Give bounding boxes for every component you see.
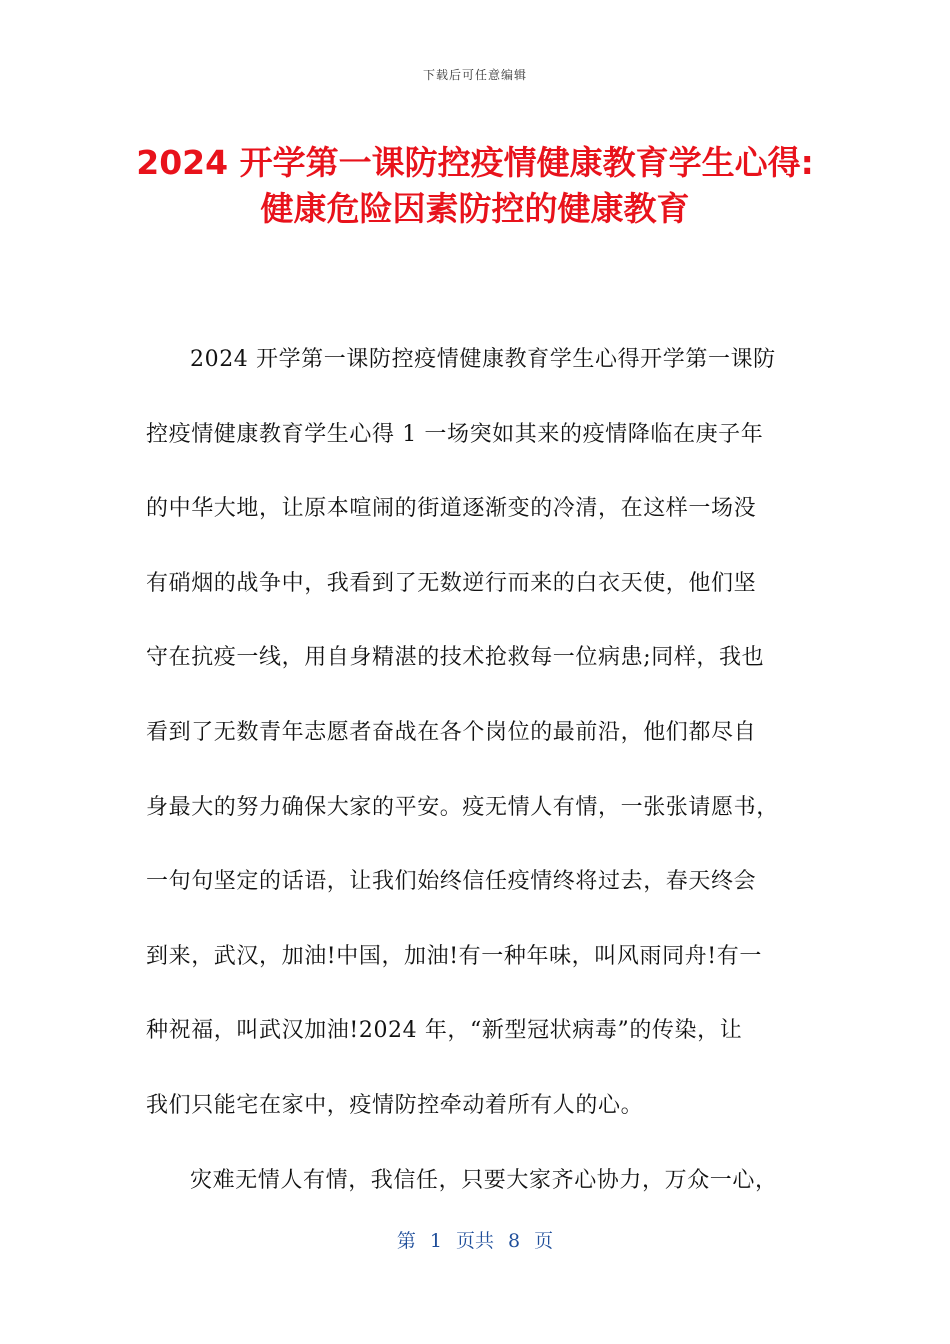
document-title — [60, 140, 890, 232]
text-line: 守在抗疫一线，用自身精湛的技术抢救每一位病患;同样，我也 — [146, 645, 765, 671]
title-line-2: 健康危险因素防控的健康教育 — [260, 189, 690, 228]
footer-page-number: 1 — [429, 1230, 442, 1252]
text-line: 我们只能宅在家中，疫情防控牵动着所有人的心。 — [146, 1092, 644, 1118]
text-line: 一句句坚定的话语，让我们始终信任疫情终将过去，春天终会 — [146, 869, 757, 895]
document-body — [146, 323, 806, 1218]
text-line: 2024 开学第一课防控疫情健康教育学生心得开学第一课防 — [190, 347, 776, 372]
footer-middle: 页共 — [455, 1230, 494, 1252]
text-line: 的中华大地，让原本喧闹的街道逐渐变的冷清，在这样一场没 — [146, 496, 757, 522]
page-footer — [0, 1226, 950, 1253]
footer-suffix: 页 — [534, 1230, 554, 1252]
paragraph-2 — [146, 1144, 806, 1219]
title-line-1: 2024 开学第一课防控疫情健康教育学生心得: — [136, 143, 814, 182]
footer-prefix: 第 — [396, 1230, 416, 1252]
text-line: 灾难无情人有情，我信任，只要大家齐心协力，万众一心， — [190, 1167, 778, 1193]
header-note: 下载后可任意编辑 — [422, 68, 527, 82]
text-line: 到来，武汉，加油!中国，加油!有一种年味，叫风雨同舟!有一 — [146, 943, 762, 969]
paragraph-1 — [146, 323, 806, 1144]
text-line: 有硝烟的战争中，我看到了无数逆行而来的白衣天使，他们坚 — [146, 570, 757, 596]
text-line: 控疫情健康教育学生心得 1 一场突如其来的疫情降临在庚子年 — [146, 421, 764, 447]
footer-total-pages: 8 — [508, 1230, 521, 1252]
text-line: 身最大的努力确保大家的平安。疫无情人有情，一张张请愿书， — [146, 794, 779, 820]
text-line: 种祝福，叫武汉加油!2024 年，“新型冠状病毒”的传染，让 — [146, 1018, 743, 1044]
text-line: 看到了无数青年志愿者奋战在各个岗位的最前沿，他们都尽自 — [146, 719, 757, 745]
